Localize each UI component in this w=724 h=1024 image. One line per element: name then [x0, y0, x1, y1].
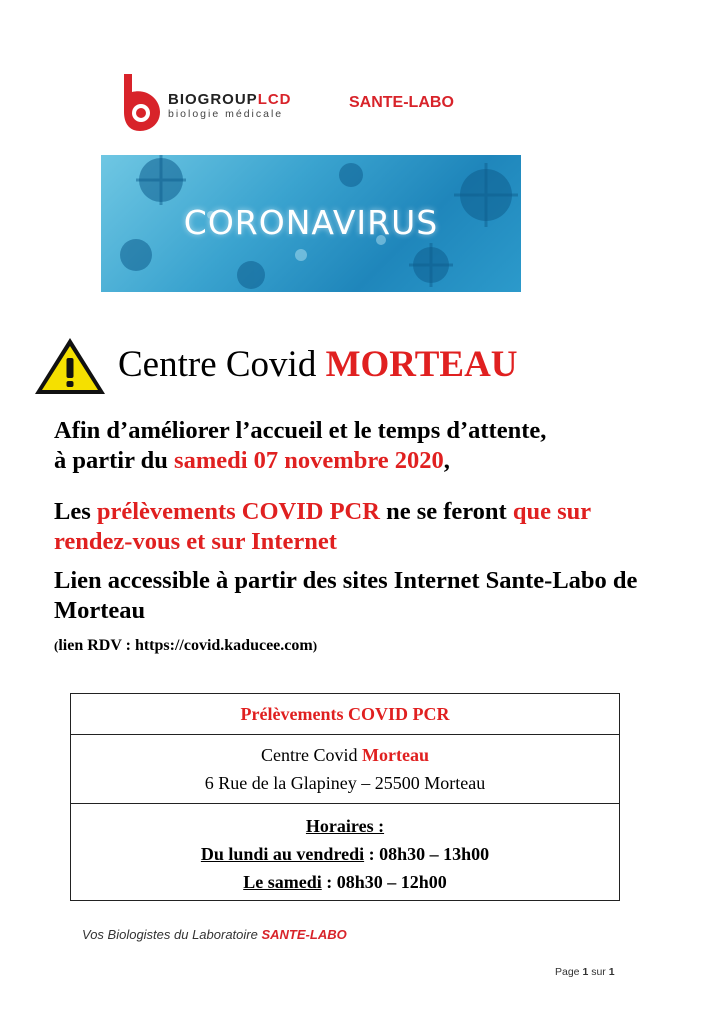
start-date: samedi 07 novembre 2020 [174, 447, 444, 474]
page-title: Centre Covid MORTEAU [118, 344, 518, 385]
appointment-link[interactable]: (lien RDV : https://covid.kaducee.com) [54, 637, 318, 654]
table-header: Prélèvements COVID PCR [240, 704, 450, 724]
table-hours: Horaires : Du lundi au vendredi : 08h30 – 13h00 Le samedi : 08h30 – 12h00 [71, 803, 619, 900]
page-number: Page 1 sur 1 [555, 966, 615, 978]
table-location: Centre Covid Morteau 6 Rue de la Glapiney – 25500 Morteau [71, 734, 619, 803]
biogroup-logo-icon [118, 72, 162, 132]
announcement-paragraph: Afin d’améliorer l’accueil et le temps d’attente, à partir du samedi 07 novembre 2020, [54, 417, 547, 474]
banner-title: CORONAVIRUS [183, 203, 439, 242]
title-city: MORTEAU [325, 344, 518, 385]
info-table [70, 693, 620, 901]
footer-note: Vos Biologistes du Laboratoire SANTE-LABO [82, 927, 347, 942]
coronavirus-banner [101, 155, 521, 292]
lab-name: SANTE-LABO [349, 94, 454, 111]
brand-tagline: biologie médicale [168, 108, 284, 120]
link-paragraph: Lien accessible à partir des sites Internet Sante-Labo de Morteau [54, 567, 638, 624]
address: 6 Rue de la Glapiney – 25500 Morteau [204, 773, 486, 793]
warning-icon [33, 335, 107, 397]
appointment-paragraph: Les prélèvements COVID PCR ne se feront que sur rendez-vous et sur Internet [54, 498, 591, 555]
brand-name: BIOGROUPLCD [168, 91, 292, 108]
brand-logo [118, 72, 518, 134]
